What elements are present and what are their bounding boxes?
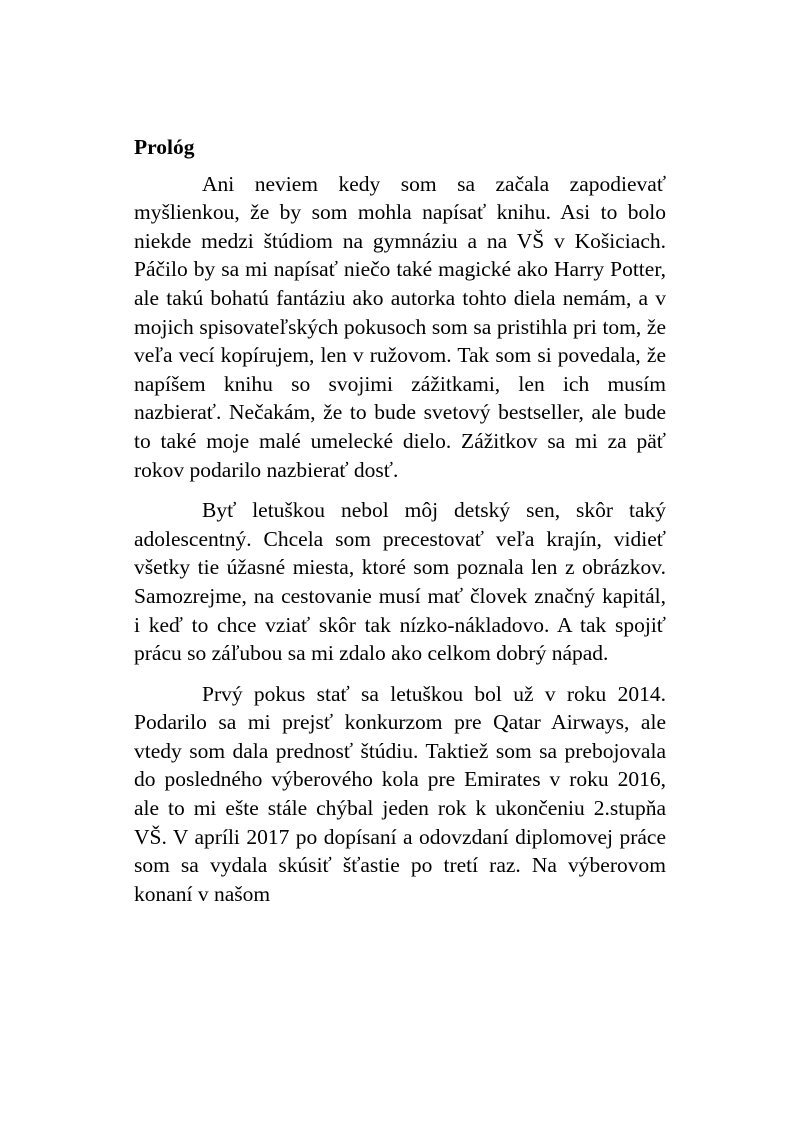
chapter-title: Prológ: [134, 135, 195, 159]
document-body: [134, 133, 666, 908]
paragraph-2: Byť letuškou nebol môj detský sen, skôr taký adolescentný. Chcela som precestovať veľa krajín, vidieť všetky tie úžasné miesta, ktoré som poznala len z obrázkov. Samozrejme, na cestovanie musí mať človek značný kapitál, i keď to chce vziať skôr tak nízko-nákladovo. A tak spojiť prácu so záľubou sa mi zdalo ako celkom dobrý nápad.: [134, 498, 666, 666]
paragraph-3: Prvý pokus stať sa letuškou bol už v roku 2014. Podarilo sa mi prejsť konkurzom pre Qatar Airways, ale vtedy som dala prednosť štúdiu. Taktiež som sa prebojovala do posledného výberového kola pre Emirates v roku 2016, ale to mi ešte stále chýbal jeden rok k ukončeniu 2.stupňa VŠ. V apríli 2017 po dopísaní a odovzdaní diplomovej práce som sa vydala skúsiť šťastie po tretí raz. Na výberovom konaní v našom: [134, 681, 666, 906]
paragraph-1: Ani neviem kedy som sa začala zapodievať myšlienkou, že by som mohla napísať knihu. Asi to bolo niekde medzi štúdiom na gymnáziu a na VŠ v Košiciach. Páčilo by sa mi napísať niečo také magické ako Harry Potter, ale takú bohatú fantáziu ako autorka tohto diela nemám, a v mojich spisovateľských pokusoch som sa pristihla pri tom, že veľa vecí kopírujem, len v ružovom. Tak som si povedala, že napíšem knihu so svojimi zážitkami, len ich musím nazbierať. Nečakám, že to bude svetový bestseller, ale bude to také moje malé umelecké dielo. Zážitkov sa mi za päť rokov podarilo nazbierať dosť.: [134, 171, 666, 482]
